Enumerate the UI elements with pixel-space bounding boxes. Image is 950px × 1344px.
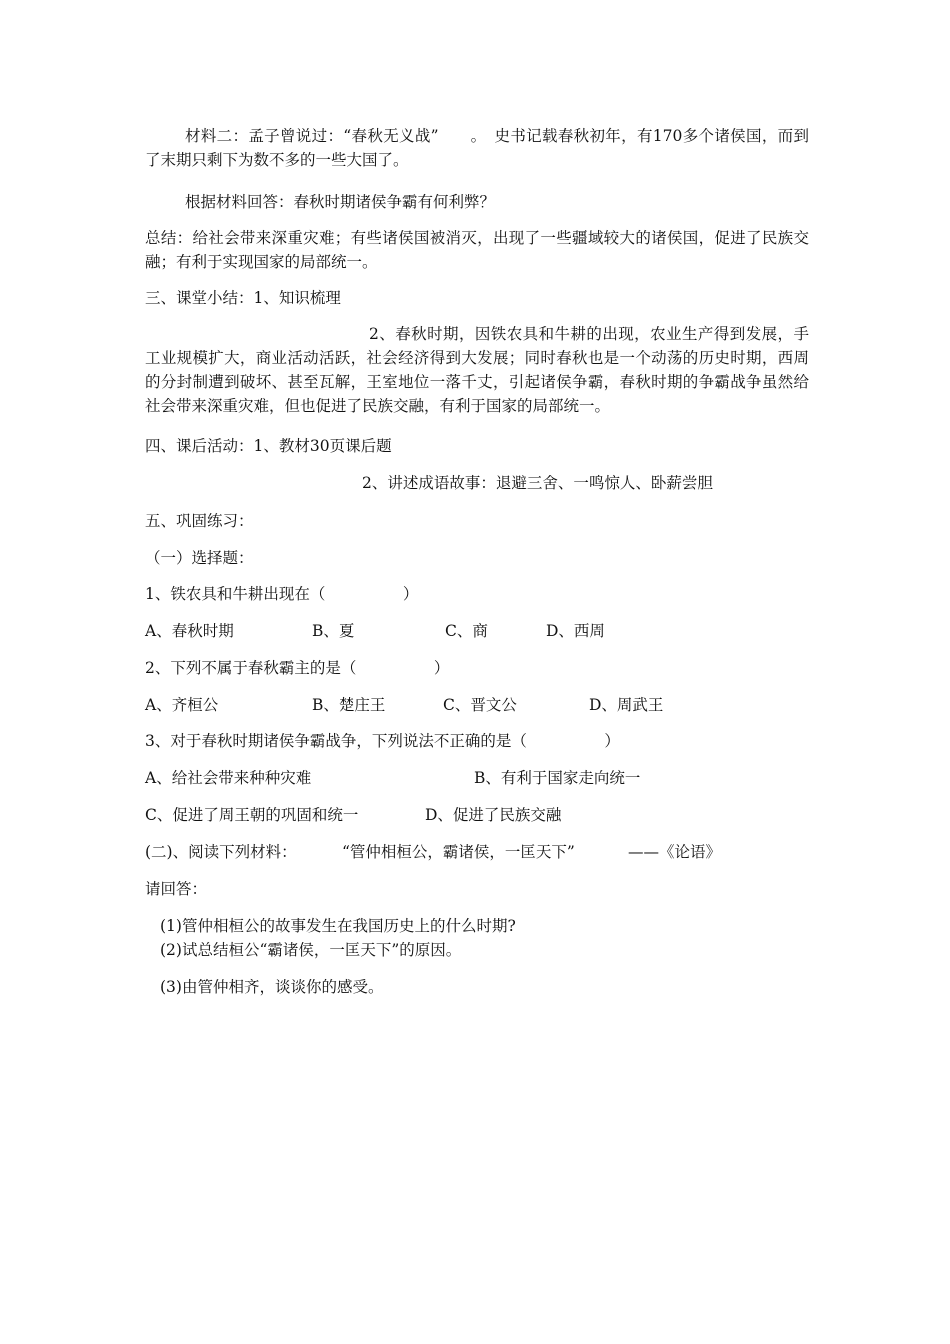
question-prompt: 根据材料回答：春秋时期诸侯争霸有何利弊？ xyxy=(185,193,496,211)
choice-section-heading: （一）选择题： xyxy=(145,549,254,567)
question-3-option-d: D、促进了民族交融 xyxy=(425,806,562,824)
section-5-heading: 五、巩固练习： xyxy=(145,512,254,530)
question-3-option-c: C、促进了周王朝的巩固和统一 xyxy=(145,806,359,824)
section-3-point-2: 2、春秋时期，因铁农具和牛耕的出现，农业生产得到发展，手工业规模扩大，商业活动活跃，社会经济得到大发展；同时春秋也是一个动荡的历史时期，西周的分封制遭到破坏、甚至瓦解，王室地位一落千丈，引起诸侯争霸，春秋时期的争霸战争虽然给社会带来深重灾难，但也促进了民族交融，有利于国家的局部统一。 xyxy=(145,325,809,415)
sub-question-3: (3)由管仲相齐，谈谈你的感受。 xyxy=(160,978,384,996)
question-3-option-a: A、给社会带来种种灾难 xyxy=(145,769,312,787)
question-3-option-b: B、有利于国家走向统一 xyxy=(474,769,641,787)
section-4-heading: 四、课后活动：1、教材30页课后题 xyxy=(145,437,392,455)
sub-question-2: (2)试总结桓公“霸诸侯，一匡天下”的原因。 xyxy=(160,941,462,959)
question-2-option-a: A、齐桓公 xyxy=(145,696,219,714)
section-4-item-2: 2、讲述成语故事：退避三舍、一鸣惊人、卧薪尝胆 xyxy=(362,474,713,492)
question-1-stem: 1、铁农具和牛耕出现在（ ） xyxy=(145,585,419,603)
question-2-option-c: C、晋文公 xyxy=(443,696,517,714)
question-2-option-b: B、楚庄王 xyxy=(312,696,386,714)
question-1-option-c: C、商 xyxy=(445,622,488,640)
sub-question-1: (1)管仲相桓公的故事发生在我国历史上的什么时期? xyxy=(160,917,516,935)
reading-quote: “管仲相桓公，霸诸侯，一匡天下” xyxy=(342,843,575,861)
summary-paragraph: 总结：给社会带来深重灾难；有些诸侯国被消灭，出现了一些疆域较大的诸侯国，促进了民族交融；有利于实现国家的局部统一。 xyxy=(145,229,809,271)
question-2-option-d: D、周武王 xyxy=(589,696,664,714)
question-2-stem: 2、下列不属于春秋霸主的是（ ） xyxy=(145,659,450,677)
answer-prompt: 请回答： xyxy=(145,880,208,898)
section-3-heading: 三、课堂小结：1、知识梳理 xyxy=(145,289,341,307)
material-two-paragraph: 材料二：孟子曾说过：“春秋无义战” 。 史书记载春秋初年，有170多个诸侯国，而到了末期只剩下为数不多的一些大国了。 xyxy=(145,127,809,169)
question-1-option-b: B、夏 xyxy=(312,622,355,640)
question-3-stem: 3、对于春秋时期诸侯争霸战争，下列说法不正确的是（ ） xyxy=(145,732,620,750)
question-1-option-d: D、西周 xyxy=(546,622,605,640)
reading-section-label: (二)、阅读下列材料： xyxy=(145,843,297,861)
reading-source: ——《论语》 xyxy=(628,843,722,861)
question-1-option-a: A、春秋时期 xyxy=(145,622,234,640)
